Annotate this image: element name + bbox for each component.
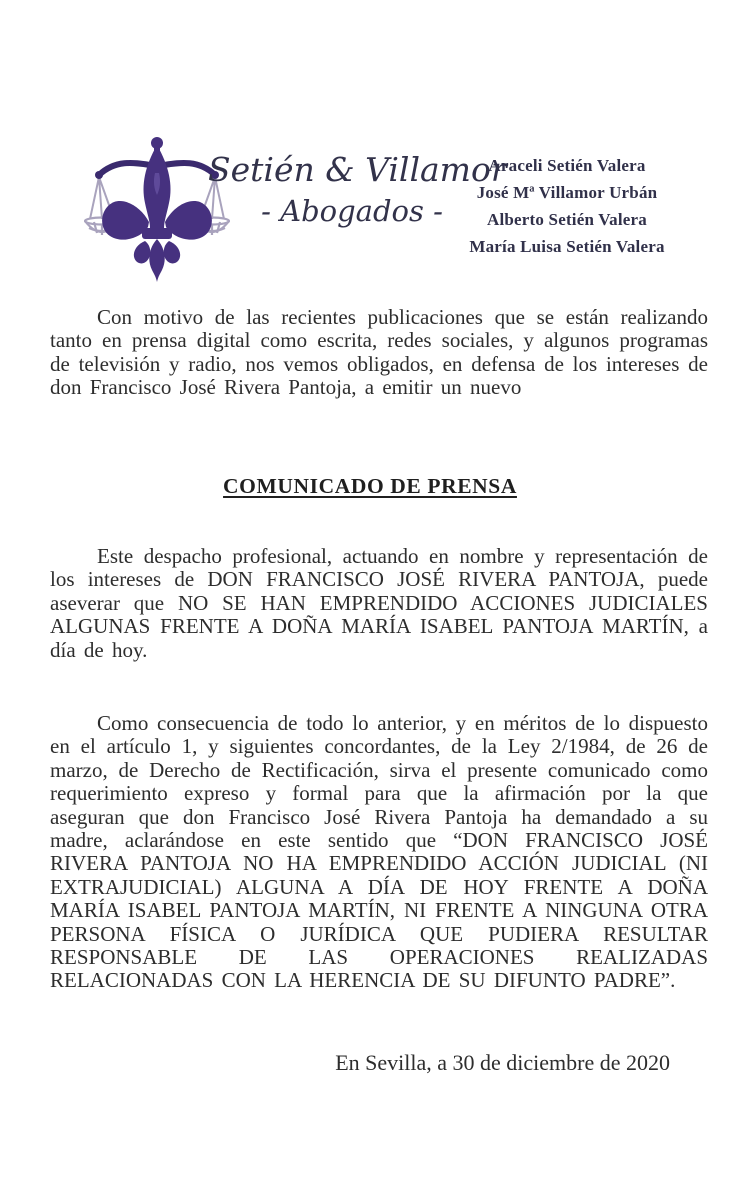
partner-name: Araceli Setién Valera — [488, 156, 646, 175]
partners-list — [460, 152, 674, 260]
partner-name: Alberto Setién Valera — [486, 210, 647, 229]
intro-paragraph: Con motivo de las recientes publicaciones que se están realizando tanto en prensa digital como escrita, redes sociales, y algunos programas de televisión y radio, nos vemos obligados, en defensa de los intereses de don Francisco José Rivera Pantoja, a emitir un nuevo — [50, 305, 708, 400]
firm-title-block — [208, 150, 507, 229]
partner-name: María Luisa Setién Valera — [469, 237, 665, 256]
partner-name: José Mª Villamor Urbán — [476, 183, 658, 202]
document-title: COMUNICADO DE PRENSA — [223, 474, 517, 498]
dateline: En Sevilla, a 30 de diciembre de 2020 — [335, 1050, 670, 1075]
legal-paragraph: Como consecuencia de todo lo anterior, y en méritos de lo dispuesto en el artículo 1, y siguientes concordantes, de la Ley 2/1984, de 26 de marzo, de Derecho de Rectificación, sirva el presente comunicado como requerimiento expreso y formal para que la afirmación por la que aseguran que don Francisco José Rivera Pantoja ha demandado a su madre, aclarándose en este sentido que “DON FRANCISCO JOSÉ RIVERA PANTOJA NO HA EMPRENDIDO ACCIÓN JUDICIAL (NI EXTRAJUDICIAL) ALGUNA A DÍA DE HOY FRENTE A DOÑA MARÍA ISABEL PANTOJA MARTÍN, NI FRENTE A NINGUNA OTRA PERSONA FÍSICA O JURÍDICA QUE PUDIERA RESULTAR RESPONSABLE DE LAS OPERACIONES REALIZADAS RELACIONADAS CON LA HERENCIA DE SU DIFUNTO PADRE”. — [50, 711, 708, 993]
firm-name: Setién & Villamor — [208, 150, 507, 189]
firm-subtitle: - Abogados - — [261, 194, 443, 228]
assertion-paragraph: Este despacho profesional, actuando en nombre y representación de los intereses de DON FRANCISCO JOSÉ RIVERA PANTOJA, puede aseverar que NO SE HAN EMPRENDIDO ACCIONES JUDICIALES ALGUNAS FRENTE A DOÑA MARÍA ISABEL PANTOJA MARTÍN, a día de hoy. — [50, 544, 708, 662]
